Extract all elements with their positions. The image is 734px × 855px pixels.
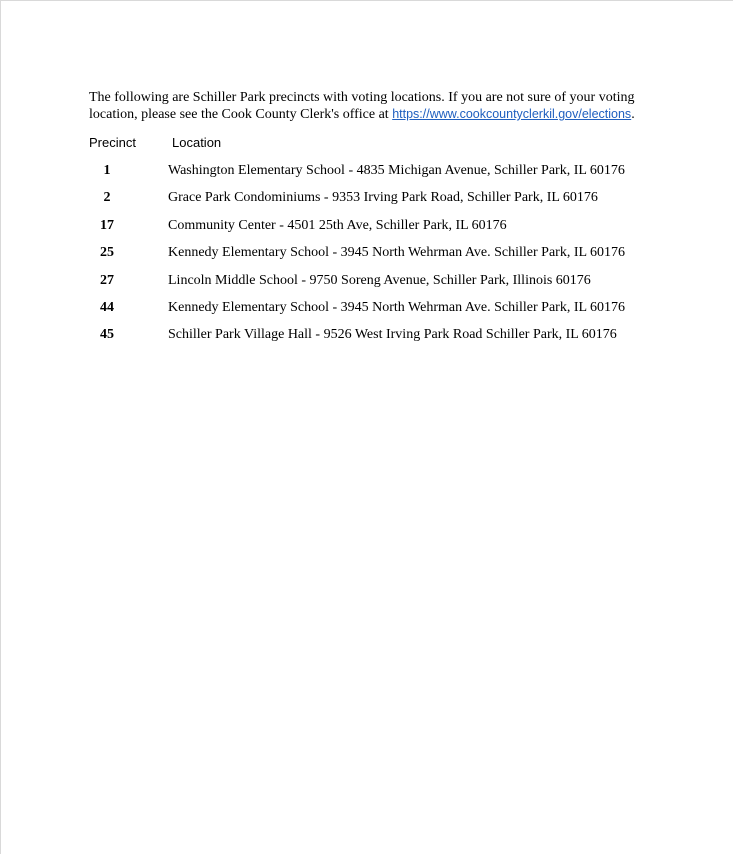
elections-link[interactable]: https://www.cookcountyclerkil.gov/elections [392,107,632,121]
intro-text: The following are Schiller Park precincts with voting locations. If you are not sure of your voting location, please see the Cook County Clerk's office at [89,90,635,122]
precinct-number: 44 [100,300,114,315]
precinct-header: Precinct [89,135,136,150]
precinct-number: 25 [100,245,114,260]
precinct-location: Washington Elementary School - 4835 Michigan Avenue, Schiller Park, IL 60176 [168,163,625,178]
precinct-location: Schiller Park Village Hall - 9526 West Irving Park Road Schiller Park, IL 60176 [168,327,617,342]
precinct-location: Community Center - 4501 25th Ave, Schiller Park, IL 60176 [168,218,507,233]
precinct-number: 2 [103,190,111,205]
precinct-number: 27 [100,273,114,288]
precinct-number: 17 [100,218,114,233]
intro-paragraph [89,90,669,123]
precinct-location: Grace Park Condominiums - 9353 Irving Park Road, Schiller Park, IL 60176 [168,190,598,205]
intro-trailing: . [631,107,635,122]
precinct-location: Kennedy Elementary School - 3945 North Wehrman Ave. Schiller Park, IL 60176 [168,245,626,260]
precinct-number: 45 [100,327,114,342]
location-header: Location [172,135,222,150]
precinct-number: 1 [103,163,111,178]
precinct-location: Lincoln Middle School - 9750 Soreng Avenue, Schiller Park, Illinois 60176 [168,273,591,288]
precinct-location: Kennedy Elementary School - 3945 North Wehrman Ave. Schiller Park, IL 60176 [168,300,626,315]
